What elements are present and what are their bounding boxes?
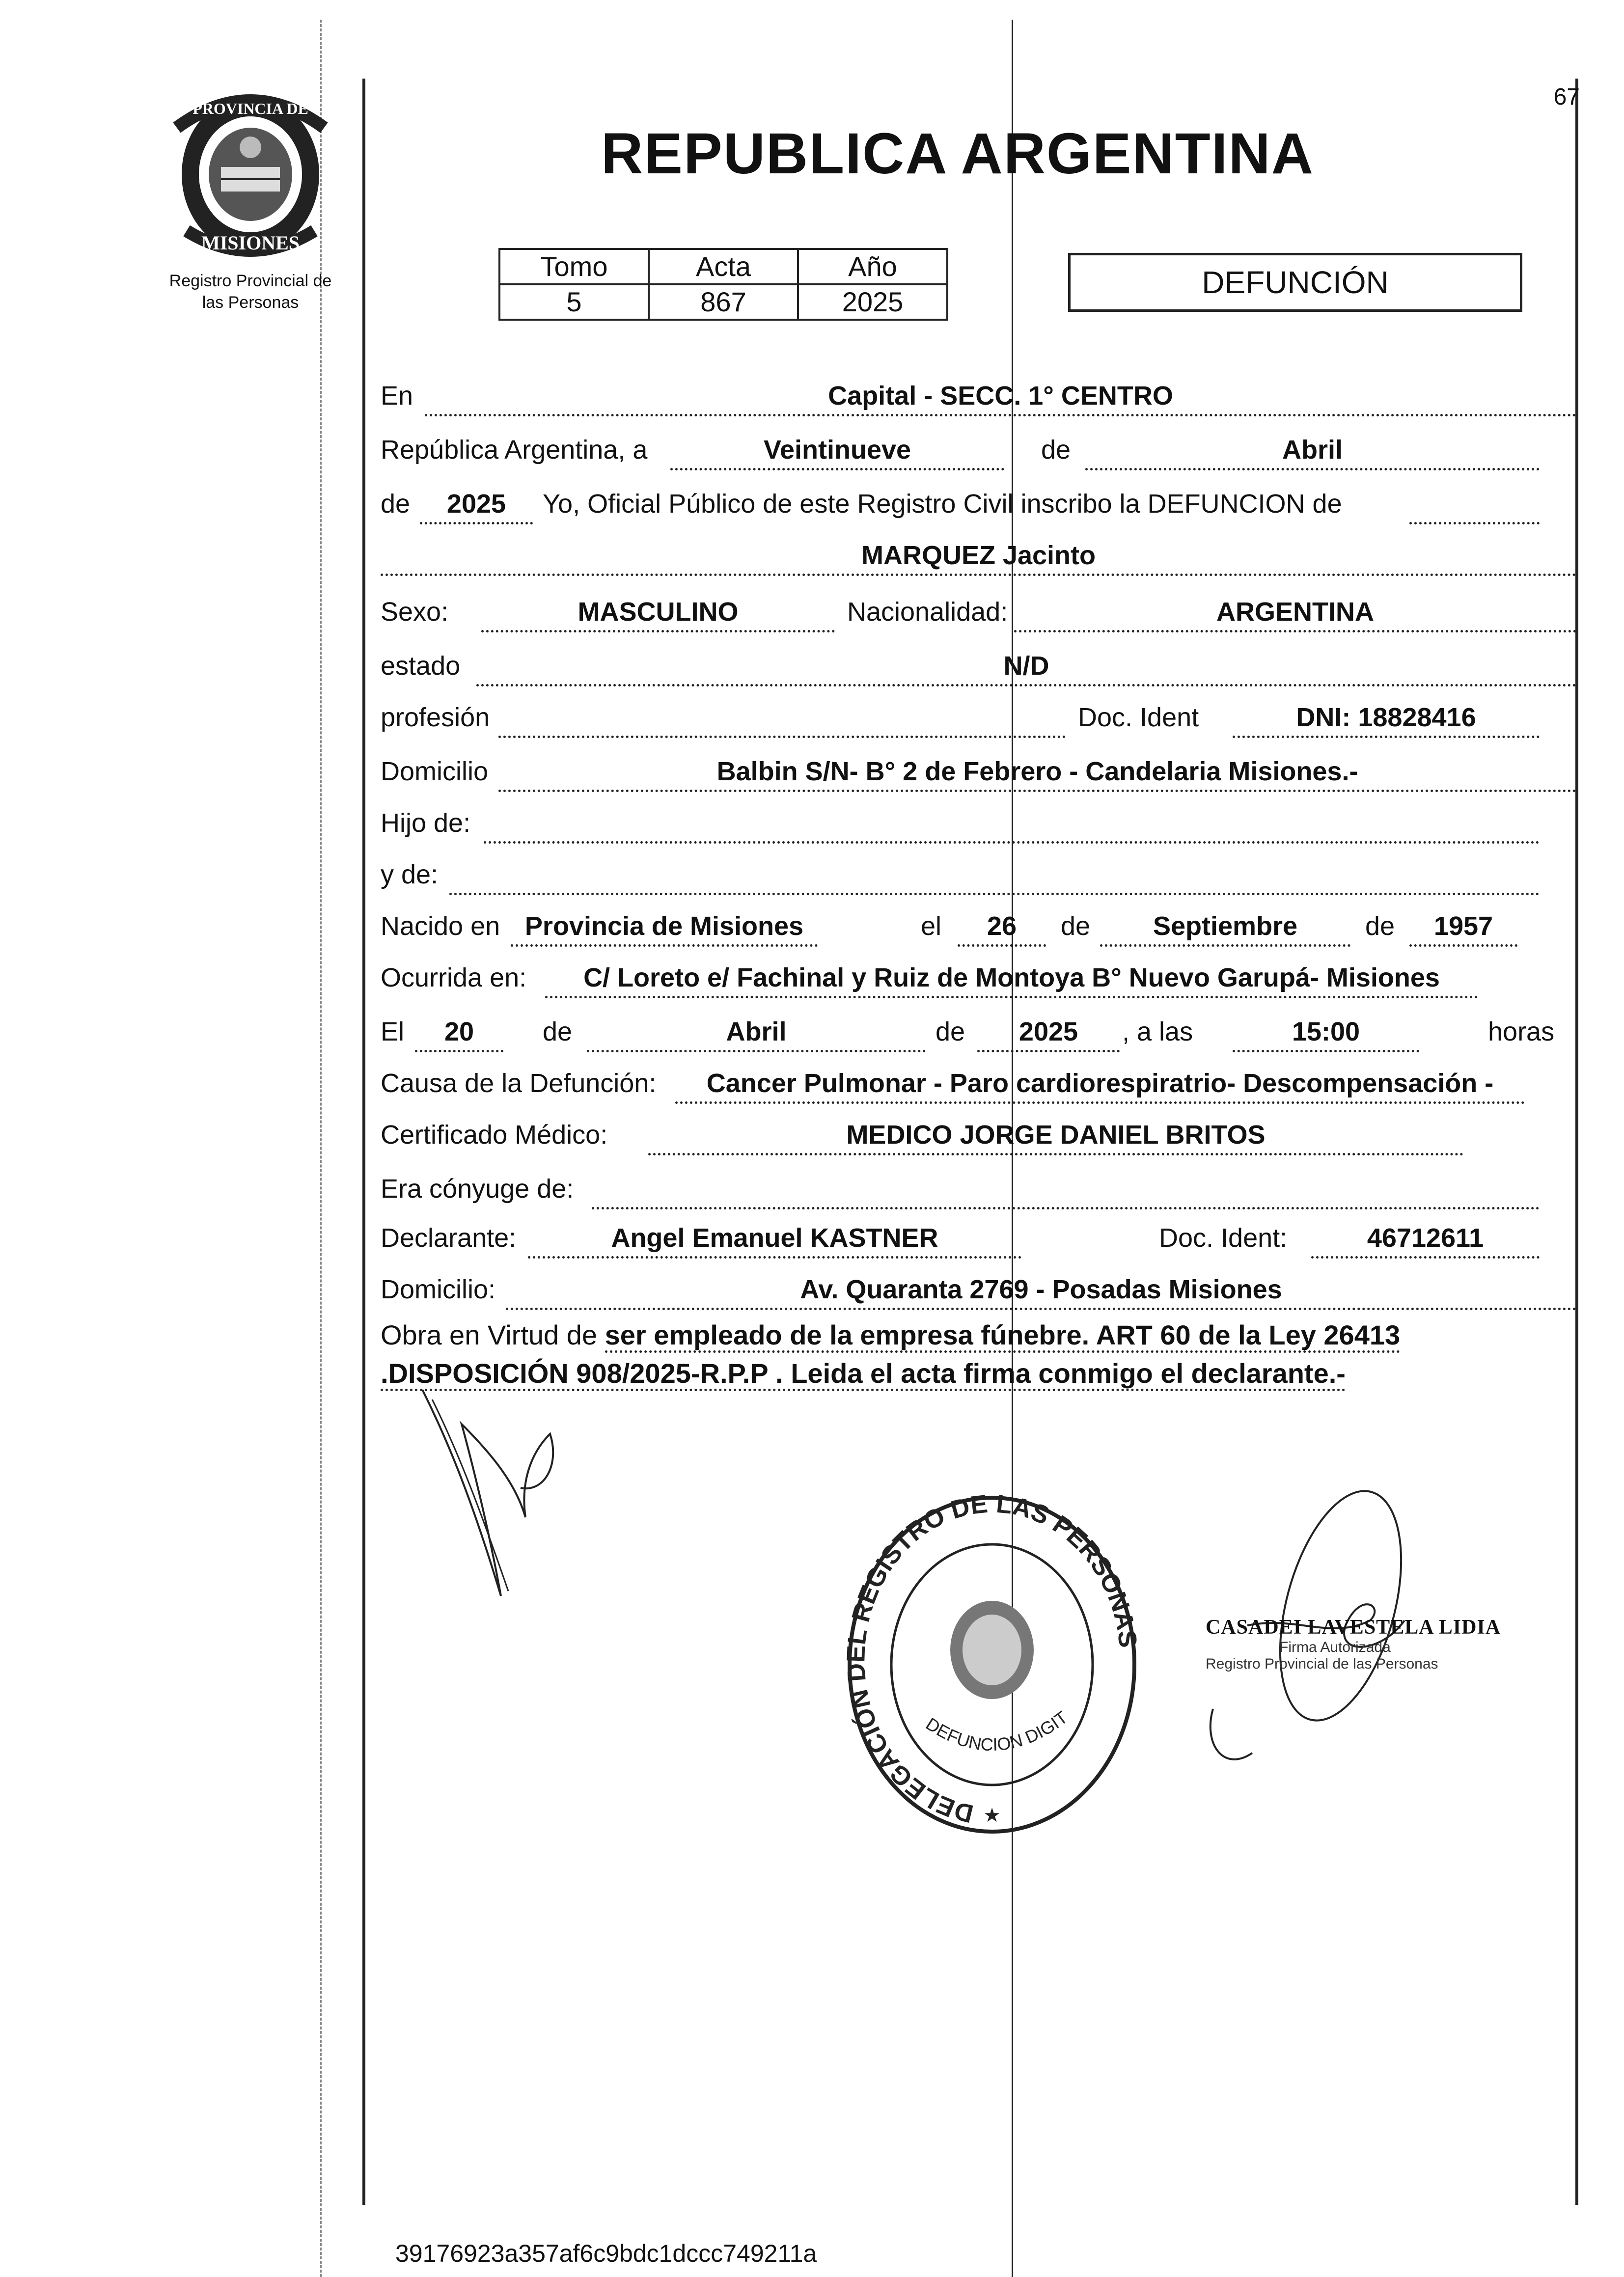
birth-de-label: de — [1061, 911, 1091, 941]
hijo-label: Hijo de: — [381, 808, 471, 838]
provincia-misiones-logo — [147, 83, 354, 260]
document-type-box: DEFUNCIÓN — [1068, 253, 1522, 312]
row-declarant-address — [381, 1274, 1579, 1314]
registry-header-tomo: Tomo — [499, 249, 649, 284]
decl-dom-label: Domicilio: — [381, 1275, 496, 1304]
row-domicilio — [381, 756, 1579, 796]
row-spouse — [381, 1174, 1579, 1213]
row-hijo — [381, 808, 1579, 847]
de2-label: de — [381, 489, 411, 519]
causa-label: Causa de la Defunción: — [381, 1069, 657, 1098]
birth-day-value: 26 — [958, 911, 1046, 947]
profesion-value — [498, 702, 1066, 738]
declarant-signature — [403, 1380, 609, 1606]
yde-label: y de: — [381, 860, 439, 889]
conyuge-label: Era cónyuge de: — [381, 1174, 574, 1204]
birth-month-value: Septiembre — [1100, 911, 1350, 947]
office-line-2: las Personas — [202, 293, 299, 312]
stamp-inner-text: DEFUNCION DIGIT — [922, 1707, 1071, 1755]
month-value: Abril — [1085, 435, 1540, 470]
page-number: 67 — [1553, 84, 1580, 110]
declarante-value: Angel Emanuel KASTNER — [528, 1223, 1021, 1259]
birth-de2-label: de — [1365, 911, 1395, 941]
cert-label: Certificado Médico: — [381, 1120, 608, 1150]
row-profession-doc — [381, 702, 1579, 741]
row-declarant — [381, 1223, 1579, 1262]
document-hash: 39176923a357af6c9bdc1dccc749211a — [395, 2240, 817, 2267]
decl-doc-value: 46712611 — [1311, 1223, 1540, 1259]
de-label: de — [1041, 435, 1071, 465]
row-birth — [381, 911, 1579, 950]
registry-value-acta: 867 — [649, 284, 798, 320]
row-deceased-name — [381, 540, 1579, 579]
country-a-label: República Argentina, a — [381, 435, 648, 465]
row-sex-nationality — [381, 597, 1579, 636]
perforation-line — [320, 20, 322, 2277]
row-certificate — [381, 1120, 1579, 1159]
death-day-value: 20 — [415, 1016, 503, 1052]
registry-value-ano: 2025 — [798, 284, 947, 320]
row-officer — [381, 489, 1579, 528]
row-yde — [381, 859, 1579, 899]
conyuge-value — [592, 1174, 1540, 1209]
profesion-label: profesión — [381, 703, 490, 732]
death-year-value: 2025 — [977, 1016, 1120, 1052]
row-estado — [381, 651, 1579, 690]
registry-header-acta: Acta — [649, 249, 798, 284]
official-role: Firma Autorizada — [1279, 1639, 1391, 1655]
estado-label: estado — [381, 651, 461, 681]
domicilio-label: Domicilio — [381, 757, 489, 786]
estado-value: N/D — [476, 651, 1576, 686]
row-occurred — [381, 962, 1579, 1002]
officer-text: Yo, Oficial Público de este Registro Civil inscribo la DEFUNCION de — [543, 489, 1342, 519]
sexo-label: Sexo: — [381, 597, 449, 627]
causa-value: Cancer Pulmonar - Paro cardiorespiratrio- Descompensación - — [675, 1068, 1525, 1104]
cert-value: MEDICO JORGE DANIEL BRITOS — [648, 1120, 1463, 1155]
sexo-value: MASCULINO — [481, 597, 835, 632]
row-date-words — [381, 435, 1579, 474]
office-line-1: Registro Provincial de — [169, 272, 332, 290]
decl-doc-label: Doc. Ident: — [1159, 1223, 1288, 1253]
nacido-en-value: Provincia de Misiones — [511, 911, 818, 947]
nacido-label: Nacido en — [381, 911, 500, 941]
death-time-value: 15:00 — [1233, 1016, 1419, 1052]
registry-stamp — [840, 1488, 1144, 1841]
star-icon: ★ — [983, 1805, 1001, 1826]
decl-dom-value: Av. Quaranta 2769 - Posadas Misiones — [506, 1274, 1576, 1310]
row-place — [381, 381, 1579, 420]
alas-label: , a las — [1122, 1017, 1193, 1046]
horas-label: horas — [1488, 1017, 1555, 1046]
domicilio-value: Balbin S/N- B° 2 de Febrero - Candelaria Misiones.- — [498, 756, 1576, 792]
death-de2-label: de — [936, 1017, 965, 1046]
row-death-date — [381, 1016, 1579, 1056]
declarante-label: Declarante: — [381, 1223, 517, 1253]
birth-year-value: 1957 — [1409, 911, 1517, 947]
place-value: Capital - SECC. 1° CENTRO — [425, 381, 1576, 416]
nacionalidad-value: ARGENTINA — [1014, 597, 1576, 632]
deceased-name-value: MARQUEZ Jacinto — [381, 540, 1576, 576]
death-month-value: Abril — [587, 1016, 926, 1052]
yde-value — [449, 859, 1540, 895]
hijo-value — [484, 808, 1540, 844]
official-block — [1206, 1616, 1549, 1673]
issuing-office — [147, 270, 354, 313]
official-name: CASADEI LAVESTELA LIDIA — [1206, 1616, 1501, 1639]
day-words-value: Veintinueve — [670, 435, 1004, 470]
death-de-label: de — [543, 1017, 573, 1046]
obra-prefix: Obra en Virtud de — [381, 1319, 598, 1350]
registry-value-tomo: 5 — [499, 284, 649, 320]
ocurrida-label: Ocurrida en: — [381, 963, 527, 992]
logo-bottom-text: MISIONES — [201, 232, 300, 254]
el-label: el — [921, 911, 942, 941]
doc-value: DNI: 18828416 — [1233, 702, 1540, 738]
country-title: REPUBLICA ARGENTINA — [601, 121, 1314, 186]
officer-trailing-blank — [1409, 489, 1540, 524]
row-cause — [381, 1068, 1579, 1107]
registry-header-ano: Año — [798, 249, 947, 284]
obra-text: ser empleado de la empresa fúnebre. ART 60 de la Ley 26413 .DISPOSICIÓN 908/2025-R.P.P . Leida el acta firma conmigo el declarante.- — [381, 1319, 1400, 1391]
stamp-outer-text: DELEGACIÓN DEL REGISTRO DE LAS PERSONAS — [842, 1489, 1142, 1828]
doc-label: Doc. Ident — [1078, 703, 1199, 732]
ocurrida-value: C/ Loreto e/ Fachinal y Ruiz de Montoya B° Nuevo Garupá- Misiones — [545, 962, 1478, 998]
registry-table — [498, 248, 948, 321]
en-label: En — [381, 381, 413, 411]
nacionalidad-label: Nacionalidad: — [847, 597, 1008, 627]
el2-label: El — [381, 1017, 405, 1046]
official-office: Registro Provincial de las Personas — [1206, 1656, 1438, 1672]
logo-top-text: PROVINCIA DE — [193, 100, 308, 117]
year-value: 2025 — [420, 489, 533, 524]
left-margin-line — [362, 79, 365, 2205]
